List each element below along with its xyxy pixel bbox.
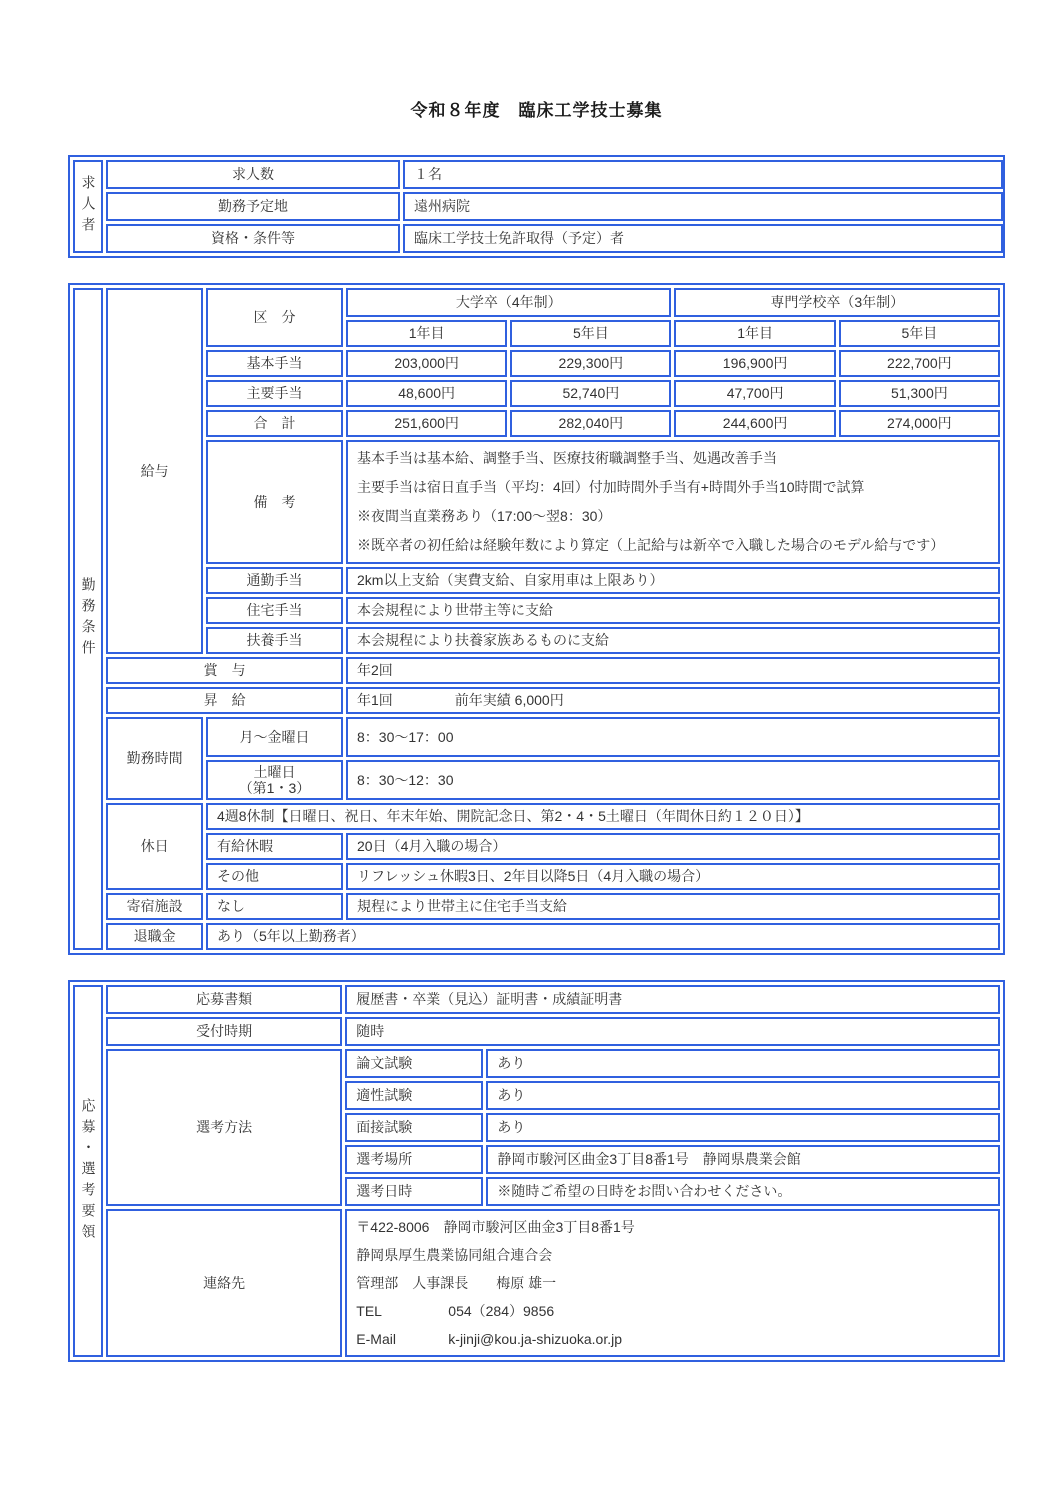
holiday-row-value: 20日（4月入職の場合） (346, 833, 1000, 860)
email-label: E-Mail (356, 1331, 396, 1348)
salary-value: 52,740円 (510, 380, 671, 407)
allowance-label: 通勤手当 (206, 567, 343, 594)
selection-group-label: 選考方法 (106, 1049, 342, 1206)
selection-row-value: あり (486, 1113, 1000, 1142)
holidays-system: 4週8休制【日曜日、祝日、年末年始、開院記念日、第2・4・5土曜日（年間休日約１２０日）】 (206, 803, 1000, 830)
row-value: 臨床工学技士免許取得（予定）者 (403, 224, 1003, 253)
salary-row-label: 主要手当 (206, 380, 343, 407)
contact-email-line (356, 1325, 989, 1353)
salary-value: 51,300円 (839, 380, 1000, 407)
hours-row-label: 月～金曜日 (206, 717, 343, 757)
holidays-group-label: 休日 (106, 803, 203, 890)
hours-row-value: 8：30～17：00 (346, 717, 1000, 757)
selection-row-value: ※随時ご希望の日時をお問い合わせください。 (486, 1177, 1000, 1206)
row-label: 勤務予定地 (106, 192, 400, 221)
remarks-line: 主要手当は宿日直手当（平均：4回）付加時間外手当有+時間外手当10時間で試算 (357, 479, 865, 495)
table-row (73, 224, 1003, 253)
selection-row-value: あり (486, 1081, 1000, 1110)
remarks-line: 基本手当は基本給、調整手当、医療技術職調整手当、処遇改善手当 (357, 450, 777, 466)
contact-org-line: 静岡県厚生農業協同組合連合会 (356, 1247, 553, 1264)
salary-value: 244,600円 (674, 410, 835, 437)
selection-row-value: 静岡市駿河区曲金3丁目8番1号 静岡県農業会館 (486, 1145, 1000, 1174)
salary-value: 229,300円 (510, 350, 671, 377)
salary-value: 196,900円 (674, 350, 835, 377)
raise-value (346, 687, 1000, 714)
allowance-value: 本会規程により世帯主等に支給 (346, 597, 1000, 624)
selection-row-label: 適性試験 (345, 1081, 483, 1110)
salary-subheader: 1年目 (674, 320, 835, 347)
email-value: k-jinji@kou.ja-shizuoka.or.jp (448, 1331, 623, 1348)
table-row (73, 192, 1003, 221)
retirement-value: あり（5年以上勤務者） (206, 923, 1000, 950)
remarks-label: 備 考 (206, 440, 343, 564)
allowance-value: 2km以上支給（実費支給、自家用車は上限あり） (346, 567, 1000, 594)
salary-subheader: 1年目 (346, 320, 507, 347)
row-value: 遠州病院 (403, 192, 1003, 221)
raise-frequency: 年1回 (357, 692, 393, 709)
allowance-label: 住宅手当 (206, 597, 343, 624)
table-row (73, 985, 1000, 1014)
row-label: 資格・条件等 (106, 224, 400, 253)
document-page (68, 0, 1005, 1362)
holiday-row-label: 有給休暇 (206, 833, 343, 860)
table-row (73, 893, 1000, 920)
work-conditions-table (68, 283, 1005, 955)
remarks-line: ※夜間当直業務あり（17:00～翌8：30） (357, 508, 612, 524)
salary-row-label: 基本手当 (206, 350, 343, 377)
application-section-label: 応募・選考要領 (73, 985, 103, 1357)
dormitory-label: 寄宿施設 (106, 893, 203, 920)
table-row (73, 440, 1000, 564)
hours-group-label: 勤務時間 (106, 717, 203, 800)
table-row (73, 833, 1000, 860)
documents-label: 応募書類 (106, 985, 342, 1014)
documents-value: 履歴書・卒業（見込）証明書・成績証明書 (345, 985, 1000, 1014)
tel-value: 054（284）9856 (448, 1303, 555, 1320)
salary-value: 203,000円 (346, 350, 507, 377)
table-row (73, 1209, 1000, 1357)
table-row (73, 687, 1000, 714)
table-row (73, 350, 1000, 377)
contact-person-line: 管理部 人事課長 梅原 雄一 (356, 1275, 557, 1292)
selection-row-label: 論文試験 (345, 1049, 483, 1078)
holiday-row-value: リフレッシュ休暇3日、2年目以降5日（4月入職の場合） (346, 863, 1000, 890)
allowance-label: 扶養手当 (206, 627, 343, 654)
salary-subheader: 5年目 (839, 320, 1000, 347)
table-row (73, 1049, 1000, 1078)
table-row (73, 567, 1000, 594)
dormitory-value: 規程により世帯主に住宅手当支給 (346, 893, 1000, 920)
row-value: １名 (403, 160, 1003, 189)
application-table (68, 980, 1005, 1362)
page-title: 令和８年度 臨床工学技士募集 (410, 101, 663, 120)
bonus-value: 年2回 (346, 657, 1000, 684)
table-row (73, 288, 1000, 317)
tel-label: TEL (356, 1303, 382, 1320)
salary-subheader: 5年目 (510, 320, 671, 347)
salary-colgroup-vocational: 専門学校卒（3年制） (674, 288, 1000, 317)
period-value: 随時 (345, 1017, 1000, 1046)
salary-value: 251,600円 (346, 410, 507, 437)
remarks-cell (346, 440, 1000, 564)
table-row (73, 597, 1000, 624)
contact-postal-line: 〒422-8006 静岡市駿河区曲金3丁目8番1号 (356, 1219, 635, 1236)
table-row (73, 410, 1000, 437)
row-label: 求人数 (106, 160, 400, 189)
recruiter-table (68, 155, 1005, 258)
salary-value: 48,600円 (346, 380, 507, 407)
table-row (73, 803, 1000, 830)
salary-value: 282,040円 (510, 410, 671, 437)
raise-label: 昇 給 (106, 687, 343, 714)
contact-tel-line (356, 1297, 989, 1325)
salary-value: 222,700円 (839, 350, 1000, 377)
salary-colgroup-university: 大学卒（4年制） (346, 288, 671, 317)
salary-group-label: 給与 (106, 288, 203, 654)
table-row (73, 923, 1000, 950)
salary-value: 47,700円 (674, 380, 835, 407)
recruiter-section-label: 求人者 (73, 160, 103, 253)
selection-row-label: 選考場所 (345, 1145, 483, 1174)
table-row (73, 380, 1000, 407)
remarks-line: ※既卒者の初任給は経験年数により算定（上記給与は新卒で入職した場合のモデル給与です） (357, 537, 945, 553)
selection-row-value: あり (486, 1049, 1000, 1078)
salary-value: 274,000円 (839, 410, 1000, 437)
period-label: 受付時期 (106, 1017, 342, 1046)
retirement-label: 退職金 (106, 923, 203, 950)
raise-previous: 前年実績 6,000円 (454, 692, 564, 709)
table-row (73, 657, 1000, 684)
contact-label: 連絡先 (106, 1209, 342, 1357)
table-row (73, 1017, 1000, 1046)
hours-row-label: 土曜日 （第1・3） (206, 760, 343, 800)
table-row (73, 717, 1000, 757)
selection-row-label: 選考日時 (345, 1177, 483, 1206)
salary-row-label: 合 計 (206, 410, 343, 437)
hours-row-value: 8：30～12：30 (346, 760, 1000, 800)
dormitory-status: なし (206, 893, 343, 920)
selection-row-label: 面接試験 (345, 1113, 483, 1142)
table-row (73, 863, 1000, 890)
bonus-label: 賞 与 (106, 657, 343, 684)
allowance-value: 本会規程により扶養家族あるものに支給 (346, 627, 1000, 654)
table-row (73, 627, 1000, 654)
work-section-label: 勤務条件 (73, 288, 103, 950)
table-row (73, 160, 1003, 189)
salary-class-header: 区 分 (206, 288, 343, 347)
table-row (73, 760, 1000, 800)
holiday-row-label: その他 (206, 863, 343, 890)
contact-cell (345, 1209, 1000, 1357)
